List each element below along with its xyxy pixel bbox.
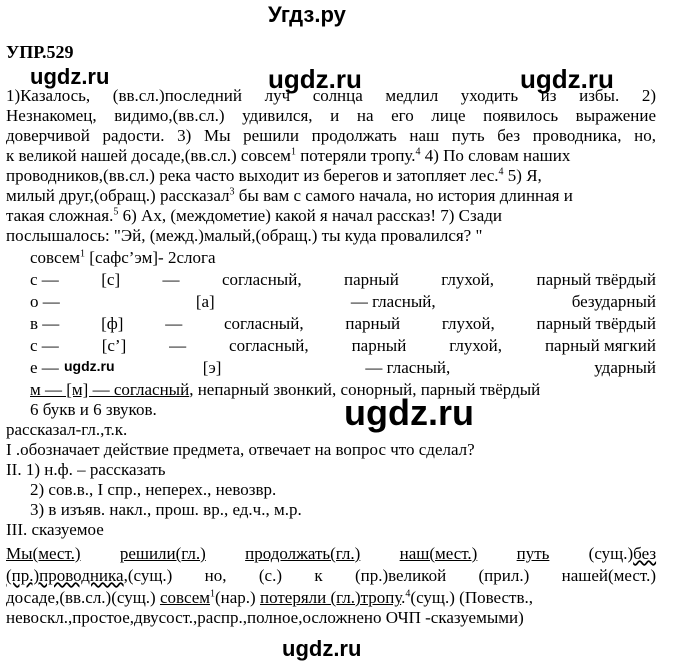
- parse-line-2: [6, 566, 656, 586]
- text-fragment: такая сложная.: [6, 206, 114, 225]
- cell: [э]: [202, 358, 222, 377]
- footnote-4b: 4: [498, 166, 504, 178]
- parse-line-3: [6, 588, 533, 608]
- watermark-left: ugdz.ru: [30, 64, 110, 89]
- cell: с —: [30, 336, 59, 355]
- cell: [ф]: [101, 314, 124, 333]
- cell: парный твёрдый: [536, 270, 656, 289]
- morph-i: I .обозначает действие предмета, отвечает на вопрос что сделал?: [6, 440, 475, 459]
- text-fragment: к великой нашей досаде,(вв.сл.) совсем: [6, 146, 291, 165]
- text-fragment: милый друг,(обращ.) рассказал: [6, 186, 230, 205]
- word: (с.): [258, 566, 282, 585]
- cell: с —: [30, 270, 59, 289]
- cell: глухой,: [441, 314, 495, 333]
- footnote-1: 1: [290, 146, 296, 158]
- word: продолжать(гл.): [245, 544, 361, 563]
- word: Мы(мест.): [6, 544, 81, 563]
- text-fragment: , непарный звонкий, сонорный, парный твёрдый: [189, 380, 541, 399]
- cell: согласный,: [229, 336, 309, 355]
- cell: — гласный,: [365, 358, 451, 377]
- text-line-2: Незнакомец, видимо,(вв.сл.) удивился, и на его лице появилось выражение: [6, 106, 656, 125]
- word: путь: [516, 544, 550, 563]
- watermark-right: ugdz.ru: [520, 64, 614, 94]
- cell: глухой,: [449, 336, 503, 355]
- phonetic-row-3: [30, 314, 656, 334]
- word: решили(гл.): [119, 544, 206, 563]
- word: (пр.)проводника: [6, 566, 124, 585]
- cell: — гласный,: [350, 292, 436, 311]
- footnote-4c: 4: [405, 588, 411, 600]
- cell: парный мягкий: [544, 336, 656, 355]
- word: к: [314, 566, 323, 585]
- phonetic-count: 6 букв и 6 звуков.: [30, 400, 157, 419]
- text-line-1: 1)Казалось, (вв.сл.)последний луч солнца медлил уходить из избы. 2): [6, 86, 656, 105]
- text-fragment: потеряли тропу.: [295, 146, 416, 165]
- word: но,: [204, 566, 227, 585]
- morph-ii-2: 2) сов.в., I спр., неперех., невозвр.: [30, 480, 277, 499]
- footnote-4: 4: [415, 146, 421, 158]
- text-line-6: [6, 186, 573, 206]
- word: (сущ.) (Повеств.,: [410, 588, 533, 607]
- cell: ударный: [594, 358, 656, 377]
- text-line-8: послышалось: "Эй, (межд.)малый,(обращ.) ты куда провалился? ": [6, 226, 483, 245]
- underlined-text: м — [м] — согласный: [30, 380, 190, 399]
- cell: е —: [30, 358, 59, 377]
- watermark-center: ugdz.ru: [268, 64, 362, 94]
- phonetic-row-2: [30, 292, 656, 312]
- phonetic-header: [30, 248, 216, 268]
- cell: —: [165, 314, 183, 333]
- cell: парный: [345, 314, 401, 333]
- text-line-4: [6, 146, 570, 166]
- watermark-middle: ugdz.ru: [344, 392, 474, 433]
- cell: в —: [30, 314, 60, 333]
- cell: [с’]: [101, 336, 127, 355]
- parse-line-1: [6, 544, 656, 564]
- cell: —: [169, 336, 187, 355]
- text-line-7: [6, 206, 502, 226]
- cell: —: [162, 270, 180, 289]
- text-fragment: бы вам с самого начала, но история длинная и: [234, 186, 573, 205]
- cell: парный твёрдый: [536, 314, 656, 333]
- word: нашей(мест.): [561, 566, 656, 585]
- word: ,(сущ.): [123, 566, 173, 585]
- word: досаде,(вв.сл.)(сущ.): [6, 588, 156, 607]
- word: (прил.): [478, 566, 530, 585]
- morph-ii: II. 1) н.ф. – рассказать: [6, 460, 166, 479]
- phonetic-row-5: [30, 358, 656, 378]
- watermark-bottom: ugdz.ru: [282, 636, 362, 661]
- word: (пр.)великой: [354, 566, 447, 585]
- word: без: [633, 544, 657, 563]
- word: совсем: [159, 588, 210, 607]
- cell: безударный: [571, 292, 656, 311]
- parse-line-4: невоскл.,простое,двусост.,распр.,полное,осложнено ОЧП -сказуемыми): [6, 608, 524, 627]
- word: (сущ.): [588, 544, 634, 563]
- morph-head: рассказал-гл.,т.к.: [6, 420, 128, 439]
- phonetic-row-4: [30, 336, 656, 356]
- morph-ii-3: 3) в изъяв. накл., прош. вр., ед.ч., м.р.: [30, 500, 302, 519]
- morph-iii: III. сказуемое: [6, 520, 104, 539]
- word: наш(мест.): [399, 544, 478, 563]
- phonetic-word: совсем: [30, 248, 81, 267]
- cell: [с]: [101, 270, 121, 289]
- cell: о —: [30, 292, 60, 311]
- cell: парный: [351, 336, 407, 355]
- cell: согласный,: [223, 314, 304, 333]
- text-line-3: доверчивой радости. 3) Мы решили продолжать наш путь без проводника, но,: [6, 126, 656, 145]
- word: .: [401, 588, 406, 607]
- text-fragment: 6) Ах, (междометие) какой я начал рассказ! 7) Сзади: [118, 206, 503, 225]
- cell: согласный,: [221, 270, 302, 289]
- text-fragment: 5) Я,: [503, 166, 542, 185]
- phonetic-row-1: [30, 270, 656, 290]
- word: (нар.): [215, 588, 256, 607]
- cell: глухой,: [441, 270, 495, 289]
- watermark-small: ugdz.ru: [64, 358, 115, 374]
- text-fragment: 4) По словам наших: [420, 146, 571, 165]
- exercise-title: УПР.529: [6, 42, 74, 62]
- phonetic-transcription: [сафс’эм]- 2слога: [85, 248, 216, 267]
- footnote-1c: 1: [210, 588, 215, 600]
- text-fragment: проводников,(вв.сл.) река часто выходит из берегов и затопляет лес.: [6, 166, 499, 185]
- cell: [а]: [195, 292, 215, 311]
- footnote-1b: 1: [80, 248, 86, 260]
- footnote-3: 3: [229, 186, 235, 198]
- word: потеряли (гл.)тропу: [259, 588, 402, 607]
- watermark-top: Угдз.ру: [268, 2, 346, 27]
- text-line-5: [6, 166, 542, 186]
- footnote-5: 5: [113, 206, 119, 218]
- cell: парный: [344, 270, 399, 289]
